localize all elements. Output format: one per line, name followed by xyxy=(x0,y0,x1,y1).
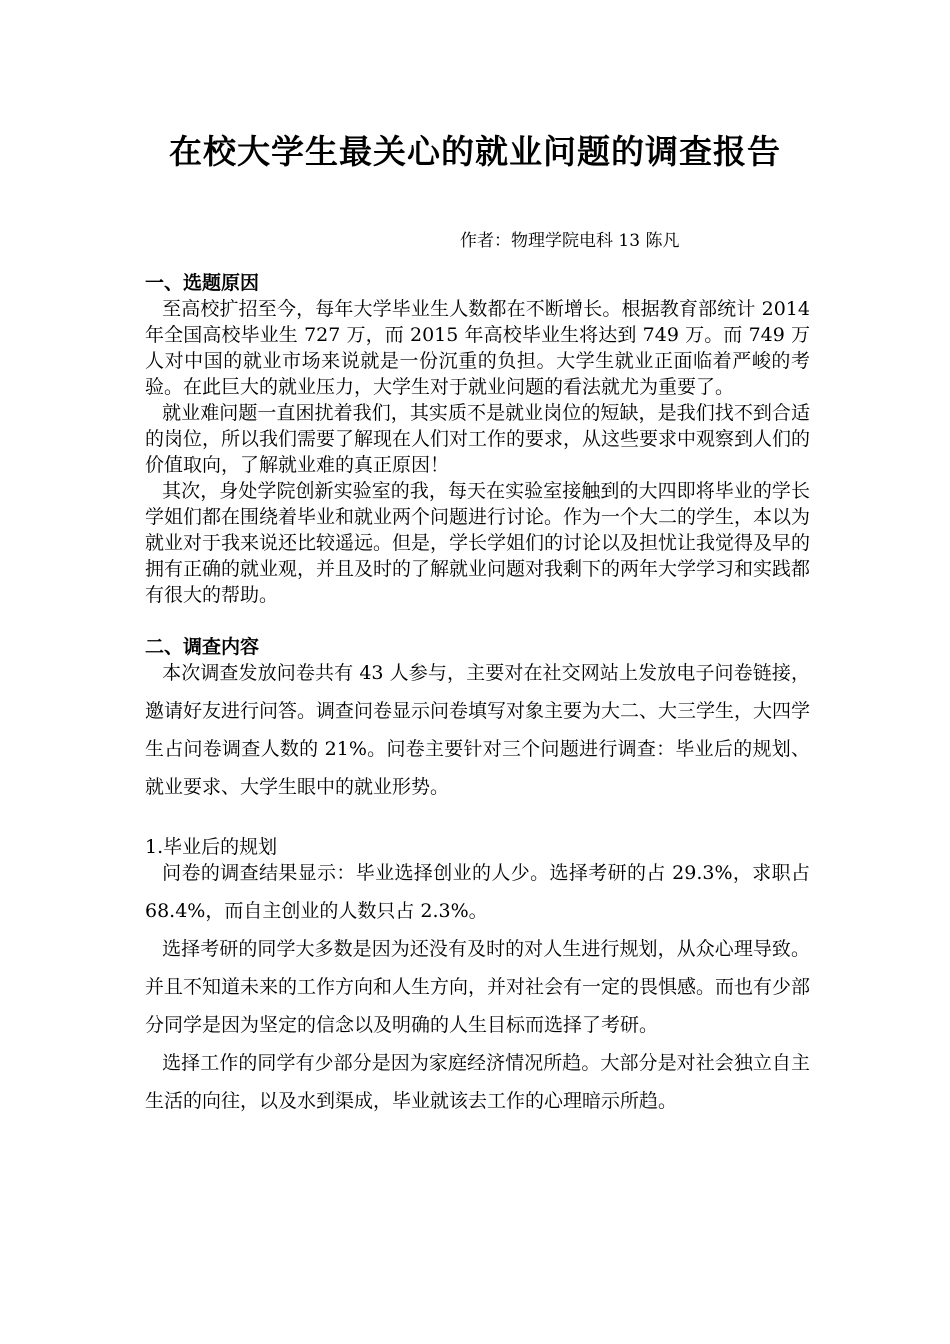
subsection-heading: 1.毕业后的规划 xyxy=(145,836,278,858)
section-heading: 二、调查内容 xyxy=(145,636,260,658)
paragraph: 其次，身处学院创新实验室的我，每天在实验室接触到的大四即将毕业的学长学姐们都在围绕着毕业和就业两个问题进行讨论。作为一个大二的学生，本以为就业对于我来说还比较遥远。但是，学长学姐们的讨论以及担忧让我觉得及早的拥有正确的就业观，并且及时的了解就业问题对我剩下的两年大学学习和实践都有很大的帮助。 xyxy=(145,480,811,606)
paragraph: 至高校扩招至今，每年大学毕业生人数都在不断增长。根据教育部统计 2014 年全国高校毕业生 727 万，而 2015 年高校毕业生将达到 749 万。而 749 万人对中国的就业市场来说就是一份沉重的负担。大学生就业正面临着严峻的考验。在此巨大的就业压力，大学生对于就业问题的看法就尤为重要了。 xyxy=(145,298,810,398)
paragraph: 选择考研的同学大多数是因为还没有及时的对人生进行规划，从众心理导致。并且不知道未来的工作方向和人生方向，并对社会有一定的畏惧感。而也有少部分同学是因为坚定的信念以及明确的人生目标而选择了考研。 xyxy=(145,938,811,1036)
section-heading: 一、选题原因 xyxy=(145,272,260,294)
author-line: 作者：物理学院电科 13 陈凡 xyxy=(460,231,680,251)
document-title: 在校大学生最关心的就业问题的调查报告 xyxy=(169,132,781,171)
document-body xyxy=(145,270,810,1120)
paragraph: 选择工作的同学有少部分是因为家庭经济情况所趋。大部分是对社会独立自主生活的向往，以及水到渠成，毕业就该去工作的心理暗示所趋。 xyxy=(145,1052,810,1112)
paragraph: 问卷的调查结果显示：毕业选择创业的人少。选择考研的占 29.3%，求职占 68.4%，而自主创业的人数只占 2.3%。 xyxy=(145,862,810,922)
paragraph: 就业难问题一直困扰着我们，其实质不是就业岗位的短缺，是我们找不到合适的岗位，所以我们需要了解现在人们对工作的要求，从这些要求中观察到人们的价值取向，了解就业难的真正原因！ xyxy=(145,402,811,476)
paragraph: 本次调查发放问卷共有 43 人参与，主要对在社交网站上发放电子问卷链接，邀请好友进行问答。调查问卷显示问卷填写对象主要为大二、大三学生，大四学生占问卷调查人数的 21%。问卷主要针对三个问题进行调查：毕业后的规划、就业要求、大学生眼中的就业形势。 xyxy=(145,662,811,798)
